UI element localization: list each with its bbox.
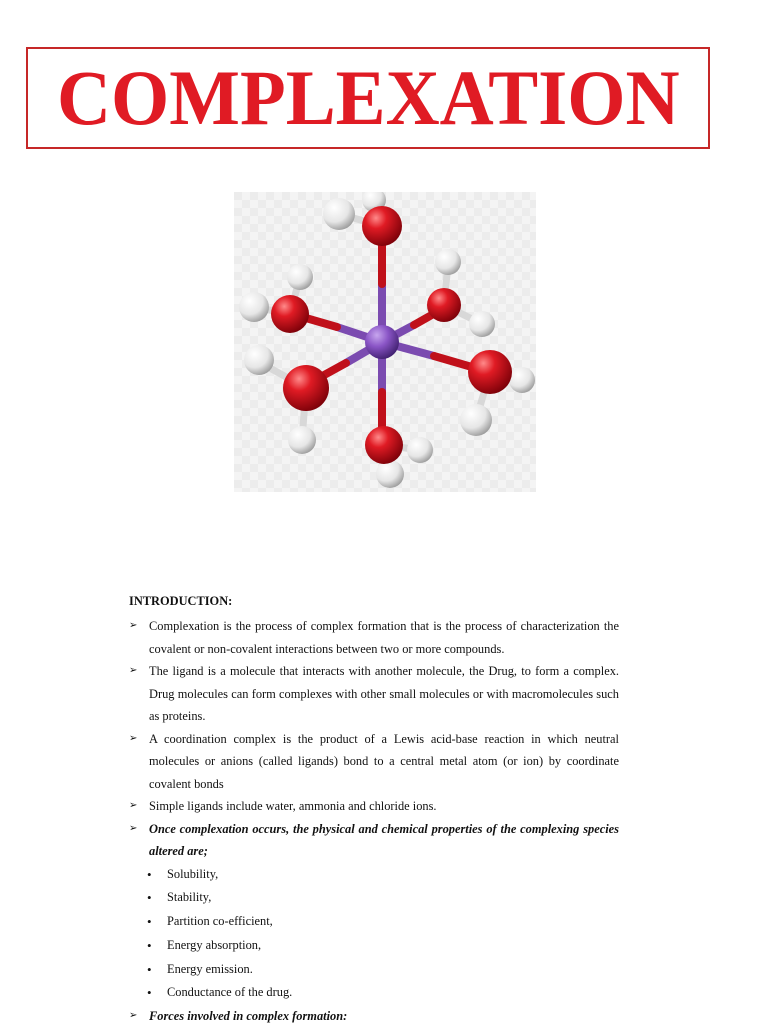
arrow-bullet-icon: ➢ [129, 800, 138, 811]
list-item [129, 728, 619, 796]
point-text: The ligand is a molecule that interacts with another molecule, the Drug, to form a complex. Drug molecules can form complexes with other small molecules or with macromolecules such as proteins. [149, 664, 619, 723]
arrow-bullet-icon: ➢ [129, 665, 138, 676]
forces-heading: Forces involved in complex formation: [149, 1009, 348, 1024]
property-text: Conductance of the drug. [167, 985, 293, 1000]
point-text: Complexation is the process of complex formation that is the process of characterization the covalent or non-covalent interactions between two or more compounds. [149, 619, 619, 656]
point-text: Once complexation occurs, the physical and chemical properties of the complexing species altered are; [149, 821, 619, 858]
list-item [129, 795, 619, 818]
central-metal-atom [365, 325, 399, 359]
list-item [129, 818, 619, 863]
list-item [129, 615, 619, 660]
octahedral-aqua-complex-molecule [234, 192, 536, 492]
introduction-points [129, 615, 619, 863]
list-item [129, 910, 619, 934]
list-item [129, 1005, 619, 1024]
property-text: Solubility, [167, 866, 219, 881]
dot-bullet-icon: • [147, 937, 152, 953]
document-title: COMPLEXATION [56, 54, 680, 141]
introduction-heading: INTRODUCTION: [129, 594, 233, 608]
dot-bullet-icon: • [147, 914, 152, 930]
list-item [129, 660, 619, 728]
dot-bullet-icon: • [147, 961, 152, 977]
point-text: A coordination complex is the product of a Lewis acid-base reaction in which neutral molecules or anions (called ligands) bond to a central metal atom (or ion) by coordinate covalent bonds [149, 731, 619, 791]
introduction-section [129, 591, 619, 1024]
list-item [129, 981, 619, 1005]
property-text: Partition co-efficient, [167, 914, 273, 929]
arrow-bullet-icon: ➢ [129, 1010, 138, 1022]
dot-bullet-icon: • [147, 890, 152, 906]
point-text: Simple ligands include water, ammonia and chloride ions. [149, 799, 437, 813]
property-text: Stability, [167, 890, 212, 905]
dot-bullet-icon: • [147, 985, 152, 1001]
dot-bullet-icon: • [147, 866, 152, 882]
list-item [129, 958, 619, 982]
forces-section [129, 1005, 619, 1024]
title-banner [26, 47, 710, 149]
molecule-diagram [234, 192, 536, 492]
property-text: Energy absorption, [167, 937, 262, 952]
list-item [129, 934, 619, 958]
property-text: Energy emission. [167, 961, 253, 976]
list-item [129, 863, 619, 887]
arrow-bullet-icon: ➢ [129, 822, 138, 834]
arrow-bullet-icon: ➢ [129, 620, 138, 631]
arrow-bullet-icon: ➢ [129, 732, 138, 744]
list-item [129, 886, 619, 910]
altered-properties-list [129, 863, 619, 1006]
